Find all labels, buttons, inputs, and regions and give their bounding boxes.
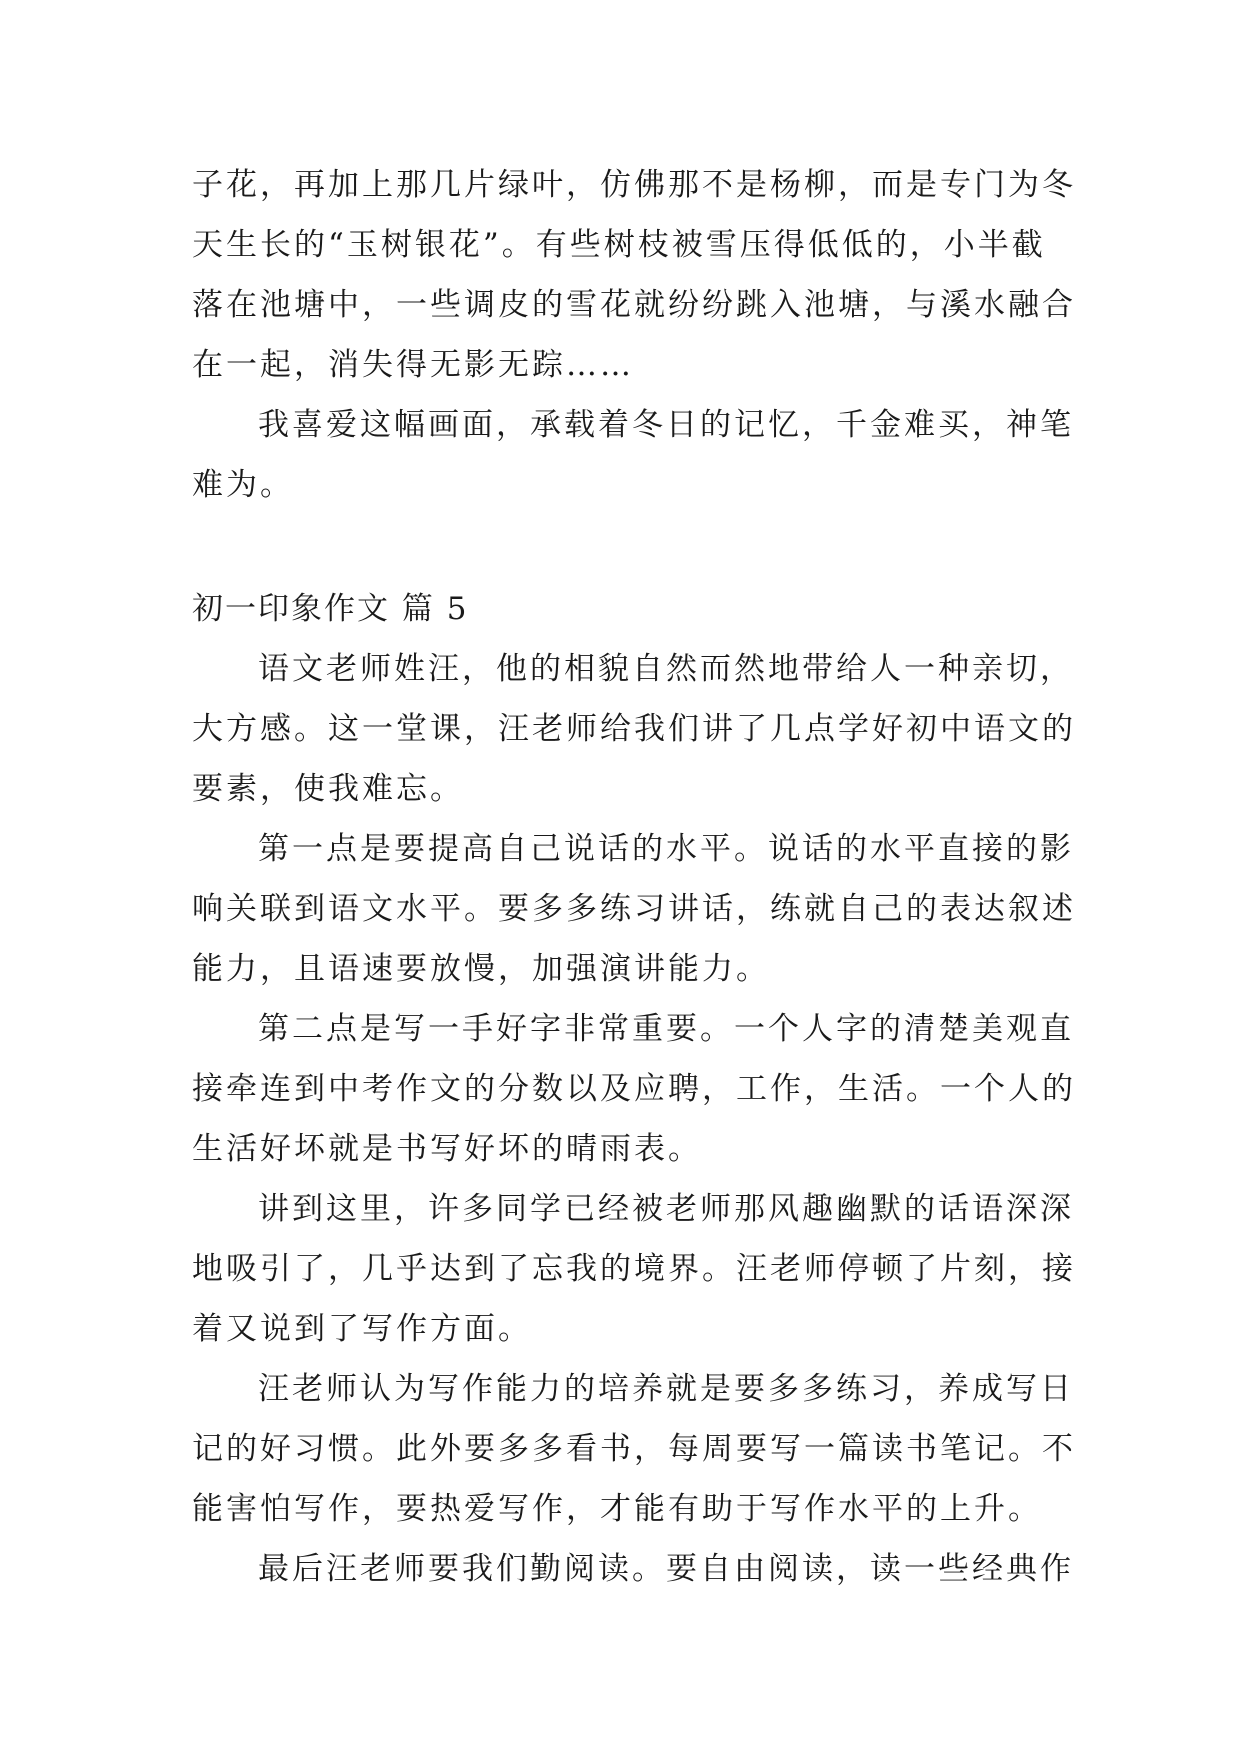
- text-line: 记的好习惯。此外要多多看书，每周要写一篇读书笔记。不: [192, 1431, 1076, 1467]
- text-line: 语文老师姓汪，他的相貌自然而然地带给人一种亲切，: [258, 651, 1074, 687]
- text-line: 能害怕写作，要热爱写作，才能有助于写作水平的上升。: [192, 1491, 1042, 1527]
- text-line: 落在池塘中，一些调皮的雪花就纷纷跳入池塘，与溪水融合: [192, 287, 1076, 323]
- text-line: 大方感。这一堂课，汪老师给我们讲了几点学好初中语文的: [192, 711, 1076, 747]
- text-line: 子花，再加上那几片绿叶，仿佛那不是杨柳，而是专门为冬: [192, 167, 1076, 203]
- paragraph: [192, 819, 1076, 999]
- text-line: 讲到这里，许多同学已经被老师那风趣幽默的话语深深: [258, 1191, 1074, 1227]
- preceding-text: [192, 155, 1076, 515]
- section-gap: [192, 515, 1052, 579]
- text-line: 我喜爱这幅画面，承载着冬日的记忆，千金难买，神笔: [258, 407, 1074, 443]
- paragraph: [192, 155, 1076, 395]
- text-line: 汪老师认为写作能力的培养就是要多多练习，养成写日: [258, 1371, 1074, 1407]
- text-line: 要素，使我难忘。: [192, 771, 464, 807]
- document-page: [192, 155, 1076, 1599]
- text-line: 能力，且语速要放慢，加强演讲能力。: [192, 951, 770, 987]
- paragraph: [192, 1179, 1076, 1359]
- section-body: [192, 639, 1076, 1599]
- paragraph: [192, 1359, 1076, 1539]
- text-line: 第二点是写一手好字非常重要。一个人字的清楚美观直: [258, 1011, 1074, 1047]
- text-line: 地吸引了，几乎达到了忘我的境界。汪老师停顿了片刻，接: [192, 1251, 1076, 1287]
- text-line: 第一点是要提高自己说话的水平。说话的水平直接的影: [258, 831, 1074, 867]
- paragraph: [192, 1539, 1074, 1599]
- paragraph: [192, 395, 1074, 515]
- text-line: 最后汪老师要我们勤阅读。要自由阅读，读一些经典作: [258, 1551, 1074, 1587]
- section-title: 初一印象作文 篇 5: [192, 591, 469, 627]
- text-line: 接牵连到中考作文的分数以及应聘，工作，生活。一个人的: [192, 1071, 1076, 1107]
- text-line: 在一起，消失得无影无踪……: [192, 347, 634, 383]
- paragraph: [192, 999, 1076, 1179]
- text-line: 生活好坏就是书写好坏的晴雨表。: [192, 1131, 702, 1167]
- text-line: 难为。: [192, 467, 294, 503]
- text-line: 天生长的“玉树银花”。有些树枝被雪压得低低的，小半截: [192, 227, 1046, 263]
- text-line: 响关联到语文水平。要多多练习讲话，练就自己的表达叙述: [192, 891, 1076, 927]
- text-line: 着又说到了写作方面。: [192, 1311, 532, 1347]
- paragraph: [192, 639, 1076, 819]
